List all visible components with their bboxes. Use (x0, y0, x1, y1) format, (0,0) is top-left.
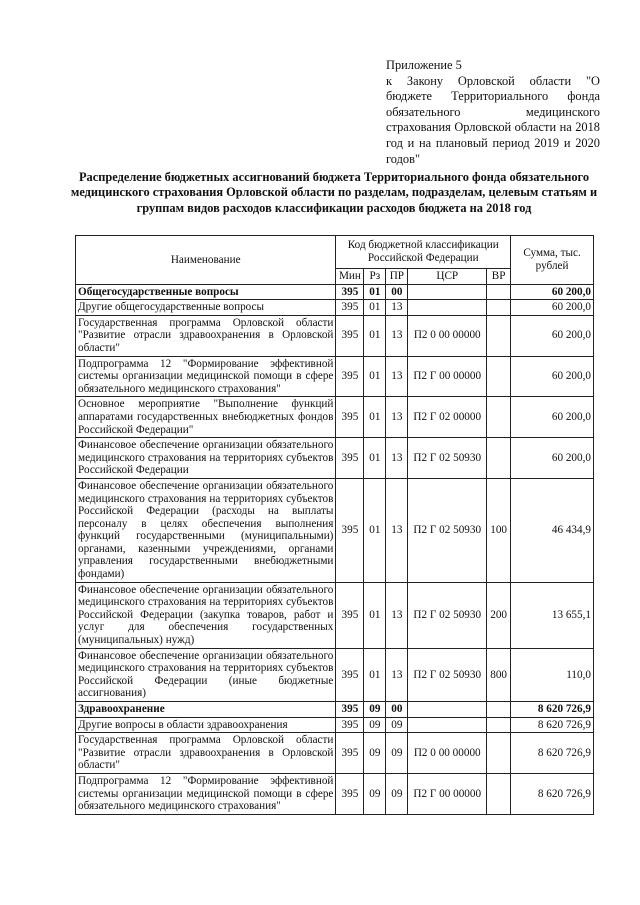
cell-pr: 13 (386, 648, 408, 701)
cell-sum: 8 620 726,9 (511, 702, 594, 718)
cell-sum: 8 620 726,9 (511, 733, 594, 774)
cell-sum: 8 620 726,9 (511, 773, 594, 814)
cell-min: 395 (336, 733, 364, 774)
cell-pr: 13 (386, 582, 408, 648)
cell-min: 395 (336, 478, 364, 582)
cell-rz: 01 (364, 438, 386, 479)
cell-name: Другие вопросы в области здравоохранения (76, 717, 336, 733)
table-row (76, 733, 594, 774)
document-title: Распределение бюджетных ассигнований бюджета Территориального фонда обязательного медицинского страхования Орловской области по разделам, подразделам, целевым статьям и группам видов расходов классификации расходов бюджета на 2018 год (70, 170, 598, 215)
cell-pr: 13 (386, 315, 408, 356)
cell-name: Финансовое обеспечение организации обязательного медицинского страхования на территориях субъектов Российской Федерации (закупка товаров, работ и услуг для обеспечения государственных (муниципальных) нужд) (76, 582, 336, 648)
cell-csr: П2 Г 02 50930 (408, 438, 487, 479)
table-row (76, 478, 594, 582)
cell-rz: 01 (364, 356, 386, 397)
cell-min: 395 (336, 648, 364, 701)
cell-min: 395 (336, 315, 364, 356)
cell-name: Подпрограмма 12 "Формирование эффективной системы организации медицинской помощи в сфере обязательного медицинского страхования" (76, 356, 336, 397)
cell-sum: 60 200,0 (511, 284, 594, 300)
cell-csr: П2 Г 02 50930 (408, 478, 487, 582)
cell-pr: 13 (386, 356, 408, 397)
header-min: Мин (336, 269, 364, 285)
cell-rz: 01 (364, 284, 386, 300)
budget-table (75, 235, 594, 815)
cell-vr: 200 (487, 582, 511, 648)
cell-sum: 60 200,0 (511, 315, 594, 356)
cell-pr: 09 (386, 773, 408, 814)
appendix-number: Приложение 5 (386, 58, 462, 72)
cell-sum: 60 200,0 (511, 438, 594, 479)
header-rz: Рз (364, 269, 386, 285)
cell-pr: 13 (386, 478, 408, 582)
cell-vr (487, 438, 511, 479)
table-row (76, 315, 594, 356)
cell-pr: 09 (386, 733, 408, 774)
cell-name: Подпрограмма 12 "Формирование эффективной системы организации медицинской помощи в сфере обязательного медицинского страхования" (76, 773, 336, 814)
cell-csr: П2 0 00 00000 (408, 733, 487, 774)
cell-name: Финансовое обеспечение организации обязательного медицинского страхования на территориях субъектов Российской Федерации (76, 438, 336, 479)
table-row (76, 717, 594, 733)
table-row (76, 438, 594, 479)
cell-csr: П2 Г 02 50930 (408, 648, 487, 701)
cell-csr (408, 702, 487, 718)
cell-csr: П2 Г 02 50930 (408, 582, 487, 648)
cell-pr: 09 (386, 717, 408, 733)
cell-sum: 110,0 (511, 648, 594, 701)
cell-rz: 09 (364, 702, 386, 718)
cell-rz: 09 (364, 733, 386, 774)
cell-min: 395 (336, 702, 364, 718)
cell-sum: 60 200,0 (511, 397, 594, 438)
cell-name: Финансовое обеспечение организации обязательного медицинского страхования на территориях субъектов Российской Федерации (иные бюджетные ассигнования) (76, 648, 336, 701)
cell-sum: 60 200,0 (511, 300, 594, 316)
cell-min: 395 (336, 300, 364, 316)
cell-name: Государственная программа Орловской области "Развитие отрасли здравоохранения в Орловской области" (76, 315, 336, 356)
cell-name: Основное мероприятие "Выполнение функций аппаратами государственных внебюджетных фондов Российской Федерации" (76, 397, 336, 438)
cell-vr (487, 315, 511, 356)
header-pr: ПР (386, 269, 408, 285)
table-body (76, 284, 594, 814)
cell-rz: 01 (364, 315, 386, 356)
cell-pr: 00 (386, 702, 408, 718)
cell-min: 395 (336, 284, 364, 300)
cell-min: 395 (336, 438, 364, 479)
table-row (76, 300, 594, 316)
cell-vr (487, 300, 511, 316)
cell-rz: 09 (364, 717, 386, 733)
cell-min: 395 (336, 356, 364, 397)
cell-rz: 09 (364, 773, 386, 814)
table-row (76, 702, 594, 718)
cell-pr: 00 (386, 284, 408, 300)
table-row (76, 397, 594, 438)
cell-name: Здравоохранение (76, 702, 336, 718)
table-row (76, 356, 594, 397)
cell-sum: 46 434,9 (511, 478, 594, 582)
appendix-note (386, 58, 600, 167)
cell-vr (487, 773, 511, 814)
cell-csr: П2 0 00 00000 (408, 315, 487, 356)
cell-vr: 800 (487, 648, 511, 701)
cell-vr (487, 702, 511, 718)
cell-name: Общегосударственные вопросы (76, 284, 336, 300)
cell-name: Финансовое обеспечение организации обязательного медицинского страхования на территориях субъектов Российской Федерации (расходы на выплаты персоналу в целях обеспечения выполнения функций государственными (муниципальными) органами, казенными учреждениями, органами управления государственными внебюджетными фондами) (76, 478, 336, 582)
cell-vr (487, 356, 511, 397)
cell-csr: П2 Г 02 00000 (408, 397, 487, 438)
cell-sum: 60 200,0 (511, 356, 594, 397)
cell-vr (487, 284, 511, 300)
cell-pr: 13 (386, 300, 408, 316)
header-vr: ВР (487, 269, 511, 285)
cell-vr (487, 397, 511, 438)
cell-min: 395 (336, 397, 364, 438)
cell-rz: 01 (364, 300, 386, 316)
cell-min: 395 (336, 582, 364, 648)
cell-rz: 01 (364, 648, 386, 701)
cell-min: 395 (336, 773, 364, 814)
cell-vr: 100 (487, 478, 511, 582)
table-row (76, 648, 594, 701)
header-sum: Сумма, тыс. рублей (511, 236, 594, 285)
cell-csr (408, 300, 487, 316)
cell-csr (408, 717, 487, 733)
cell-pr: 13 (386, 397, 408, 438)
cell-name: Государственная программа Орловской области "Развитие отрасли здравоохранения в Орловской области" (76, 733, 336, 774)
cell-vr (487, 733, 511, 774)
header-code-group: Код бюджетной классификации Российской Федерации (336, 236, 511, 269)
cell-csr: П2 Г 00 00000 (408, 356, 487, 397)
cell-pr: 13 (386, 438, 408, 479)
cell-rz: 01 (364, 478, 386, 582)
table-row (76, 582, 594, 648)
cell-sum: 13 655,1 (511, 582, 594, 648)
cell-name: Другие общегосударственные вопросы (76, 300, 336, 316)
header-name: Наименование (76, 236, 336, 285)
cell-rz: 01 (364, 582, 386, 648)
table-row (76, 284, 594, 300)
cell-vr (487, 717, 511, 733)
cell-csr (408, 284, 487, 300)
header-csr: ЦСР (408, 269, 487, 285)
appendix-reference: к Закону Орловской области "О бюджете Территориального фонда обязательного медицинского страхования Орловской области на 2018 год и на плановый период 2019 и 2020 годов" (386, 73, 600, 166)
table-row (76, 773, 594, 814)
cell-min: 395 (336, 717, 364, 733)
cell-sum: 8 620 726,9 (511, 717, 594, 733)
cell-csr: П2 Г 00 00000 (408, 773, 487, 814)
cell-rz: 01 (364, 397, 386, 438)
